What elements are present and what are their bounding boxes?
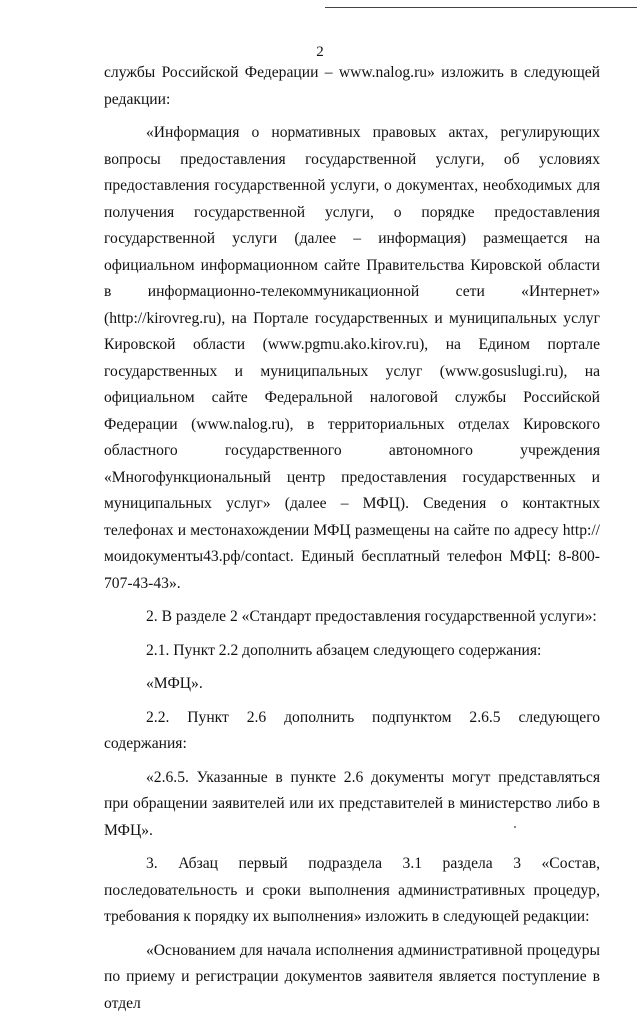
paragraph: 2.2. Пункт 2.6 дополнить подпунктом 2.6.5 следующего содержания:: [104, 705, 600, 758]
paragraph: 2.1. Пункт 2.2 дополнить абзацем следующего содержания:: [104, 638, 600, 665]
paragraph: 2. В разделе 2 «Стандарт предоставления государственной услуги»:: [104, 604, 600, 631]
paragraph: службы Российской Федерации – www.nalog.ru» изложить в следующей редакции:: [104, 60, 600, 113]
page-number: 2: [0, 43, 640, 61]
paragraph: «2.6.5. Указанные в пункте 2.6 документы могут представляться при обращении заявителей или их представителей в министерство либо в МФЦ».: [104, 765, 600, 845]
paragraph: 3. Абзац первый подраздела 3.1 раздела 3 «Состав, последовательность и сроки выполнения административных процедур, требования к порядку их выполнения» изложить в следующей редакции:: [104, 851, 600, 931]
top-rule: [325, 7, 637, 8]
scan-speck: [514, 826, 516, 828]
paragraph: «Основанием для начала исполнения административной процедуры по приему и регистрации документов заявителя является поступление в отдел: [104, 938, 600, 1017]
paragraph: «Информация о нормативных правовых актах, регулирующих вопросы предоставления государственной услуги, об условиях предоставления государственной услуги, о документах, необходимых для получения государственной услуги, о порядке предоставления государственной услуги (далее – информация) размещается на официальном информационном сайте Правительства Кировской области в информационно-телекоммуникационной сети «Интернет» (http://kirovreg.ru), на Портале государственных и муниципальных услуг Кировской области (www.pgmu.ako.kirov.ru), на Едином портале государственных и муниципальных услуг (www.gosuslugi.ru), на официальном сайте Федеральной налоговой службы Российской Федерации (www.nalog.ru), в территориальных отделах Кировского областного государственного автономного учреждения «Многофункциональный центр предоставления государственных и муниципальных услуг» (далее – МФЦ). Сведения о контактных телефонах и местонахождении МФЦ размещены на сайте по адресу http://моидокументы43.рф/contact. Единый бесплатный телефон МФЦ: 8-800-707-43-43».: [104, 120, 600, 597]
document-body: [104, 60, 600, 1017]
paragraph: «МФЦ».: [104, 671, 600, 698]
